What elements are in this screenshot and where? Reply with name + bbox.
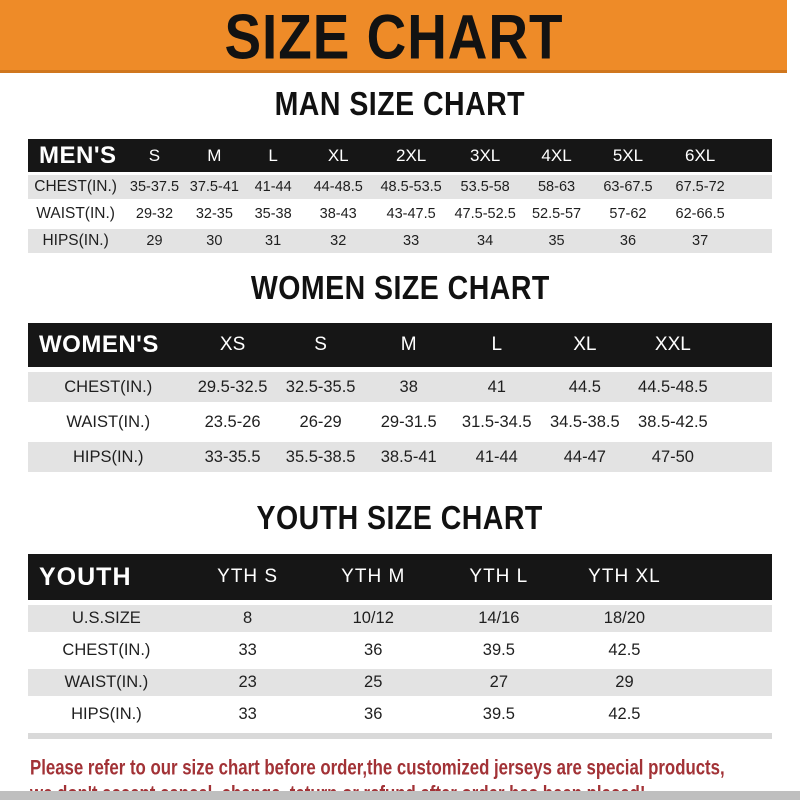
table-row (28, 175, 772, 199)
table-row (28, 637, 772, 664)
size-value-cell: 41-44 (453, 442, 541, 472)
row-spacer-cell (687, 701, 772, 728)
size-value-cell: 34 (449, 229, 521, 253)
section-heading: YOUTH SIZE CHART (256, 499, 544, 537)
size-value-cell: 47.5-52.5 (449, 202, 521, 226)
size-value-cell: 41 (453, 372, 541, 402)
size-chart-section-man (0, 86, 800, 256)
table-header-row (28, 139, 772, 172)
size-column-header: XXL (629, 323, 717, 367)
size-column-header: YTH XL (562, 554, 688, 600)
size-column-header: S (123, 139, 185, 172)
row-label: CHEST(IN.) (28, 372, 189, 402)
table-row (28, 372, 772, 402)
size-value-cell: 48.5-53.5 (373, 175, 449, 199)
row-spacer-cell (736, 229, 772, 253)
size-value-cell: 52.5-57 (521, 202, 592, 226)
size-value-cell: 35 (521, 229, 592, 253)
size-value-cell: 8 (185, 605, 311, 632)
row-label: HIPS(IN.) (28, 701, 185, 728)
table-row (28, 407, 772, 437)
row-label: HIPS(IN.) (28, 442, 189, 472)
size-value-cell: 36 (310, 637, 436, 664)
size-value-cell: 23 (185, 669, 311, 696)
size-value-cell: 18/20 (562, 605, 688, 632)
size-value-cell: 33 (185, 637, 311, 664)
table-row (28, 202, 772, 226)
size-value-cell: 35-37.5 (123, 175, 185, 199)
size-value-cell: 33 (185, 701, 311, 728)
row-label: U.S.SIZE (28, 605, 185, 632)
size-column-header: S (277, 323, 365, 367)
size-column-header: XL (541, 323, 629, 367)
size-value-cell: 67.5-72 (664, 175, 736, 199)
row-spacer-cell (687, 637, 772, 664)
size-value-cell: 30 (186, 229, 243, 253)
size-value-cell: 29-32 (123, 202, 185, 226)
size-value-cell: 38.5-42.5 (629, 407, 717, 437)
table-header-row (28, 554, 772, 600)
size-value-cell: 34.5-38.5 (541, 407, 629, 437)
size-value-cell: 29 (562, 669, 688, 696)
table-bottom-strip (28, 733, 772, 739)
size-column-header: YTH M (310, 554, 436, 600)
row-label: WAIST(IN.) (28, 202, 123, 226)
size-value-cell: 32-35 (186, 202, 243, 226)
size-value-cell: 41-44 (243, 175, 303, 199)
size-value-cell: 37 (664, 229, 736, 253)
size-value-cell: 39.5 (436, 637, 562, 664)
row-spacer-cell (736, 202, 772, 226)
header-spacer-cell (736, 139, 772, 172)
row-label: WAIST(IN.) (28, 669, 185, 696)
size-value-cell: 32.5-35.5 (277, 372, 365, 402)
size-value-cell: 27 (436, 669, 562, 696)
size-value-cell: 42.5 (562, 701, 688, 728)
size-column-header: 2XL (373, 139, 449, 172)
row-spacer-cell (717, 407, 772, 437)
size-column-header: 4XL (521, 139, 592, 172)
size-value-cell: 36 (592, 229, 664, 253)
size-column-header: L (453, 323, 541, 367)
size-chart-section-youth (0, 500, 800, 739)
size-value-cell: 44-47 (541, 442, 629, 472)
size-value-cell: 32 (303, 229, 373, 253)
size-value-cell: 62-66.5 (664, 202, 736, 226)
size-value-cell: 43-47.5 (373, 202, 449, 226)
row-label: WAIST(IN.) (28, 407, 189, 437)
notice-line-1: Please refer to our size chart before order,the customized jerseys are special products, (30, 756, 725, 780)
size-value-cell: 63-67.5 (592, 175, 664, 199)
size-value-cell: 35.5-38.5 (277, 442, 365, 472)
size-value-cell: 39.5 (436, 701, 562, 728)
size-value-cell: 31 (243, 229, 303, 253)
table-row (28, 229, 772, 253)
man-size-table (28, 136, 772, 256)
size-value-cell: 38.5-41 (365, 442, 453, 472)
banner-title: SIZE CHART (223, 0, 564, 72)
size-column-header: 3XL (449, 139, 521, 172)
size-value-cell: 36 (310, 701, 436, 728)
table-row (28, 605, 772, 632)
table-row (28, 669, 772, 696)
size-column-header: 5XL (592, 139, 664, 172)
header-spacer-cell (687, 554, 772, 600)
size-value-cell: 31.5-34.5 (453, 407, 541, 437)
size-column-header: 6XL (664, 139, 736, 172)
size-chart-section-women (0, 270, 800, 477)
size-value-cell: 42.5 (562, 637, 688, 664)
size-chart-sections (0, 86, 800, 739)
table-row (28, 442, 772, 472)
size-column-header: L (243, 139, 303, 172)
size-value-cell: 44-48.5 (303, 175, 373, 199)
size-column-header: XS (189, 323, 277, 367)
row-label: HIPS(IN.) (28, 229, 123, 253)
table-corner-label: WOMEN'S (28, 323, 189, 367)
size-column-header: XL (303, 139, 373, 172)
size-value-cell: 38-43 (303, 202, 373, 226)
size-value-cell: 57-62 (592, 202, 664, 226)
header-spacer-cell (717, 323, 772, 367)
table-corner-label: YOUTH (28, 554, 185, 600)
size-value-cell: 35-38 (243, 202, 303, 226)
row-spacer-cell (736, 175, 772, 199)
banner (0, 0, 787, 73)
bottom-bar (0, 791, 800, 800)
youth-size-table (28, 549, 772, 733)
size-value-cell: 14/16 (436, 605, 562, 632)
row-label: CHEST(IN.) (28, 637, 185, 664)
women-size-table (28, 318, 772, 477)
size-value-cell: 38 (365, 372, 453, 402)
section-heading: WOMEN SIZE CHART (250, 269, 550, 307)
table-corner-label: MEN'S (28, 139, 123, 172)
row-spacer-cell (687, 605, 772, 632)
size-value-cell: 47-50 (629, 442, 717, 472)
size-column-header: YTH L (436, 554, 562, 600)
row-spacer-cell (717, 442, 772, 472)
size-value-cell: 33 (373, 229, 449, 253)
size-value-cell: 58-63 (521, 175, 592, 199)
table-header-row (28, 323, 772, 367)
size-value-cell: 33-35.5 (189, 442, 277, 472)
size-value-cell: 29.5-32.5 (189, 372, 277, 402)
size-value-cell: 44.5-48.5 (629, 372, 717, 402)
size-value-cell: 29 (123, 229, 185, 253)
table-row (28, 701, 772, 728)
row-spacer-cell (717, 372, 772, 402)
size-column-header: M (186, 139, 243, 172)
section-heading: MAN SIZE CHART (274, 85, 526, 123)
size-value-cell: 29-31.5 (365, 407, 453, 437)
size-value-cell: 53.5-58 (449, 175, 521, 199)
row-label: CHEST(IN.) (28, 175, 123, 199)
size-value-cell: 25 (310, 669, 436, 696)
size-value-cell: 26-29 (277, 407, 365, 437)
size-column-header: YTH S (185, 554, 311, 600)
size-value-cell: 10/12 (310, 605, 436, 632)
row-spacer-cell (687, 669, 772, 696)
size-value-cell: 23.5-26 (189, 407, 277, 437)
size-value-cell: 37.5-41 (186, 175, 243, 199)
size-column-header: M (365, 323, 453, 367)
size-value-cell: 44.5 (541, 372, 629, 402)
